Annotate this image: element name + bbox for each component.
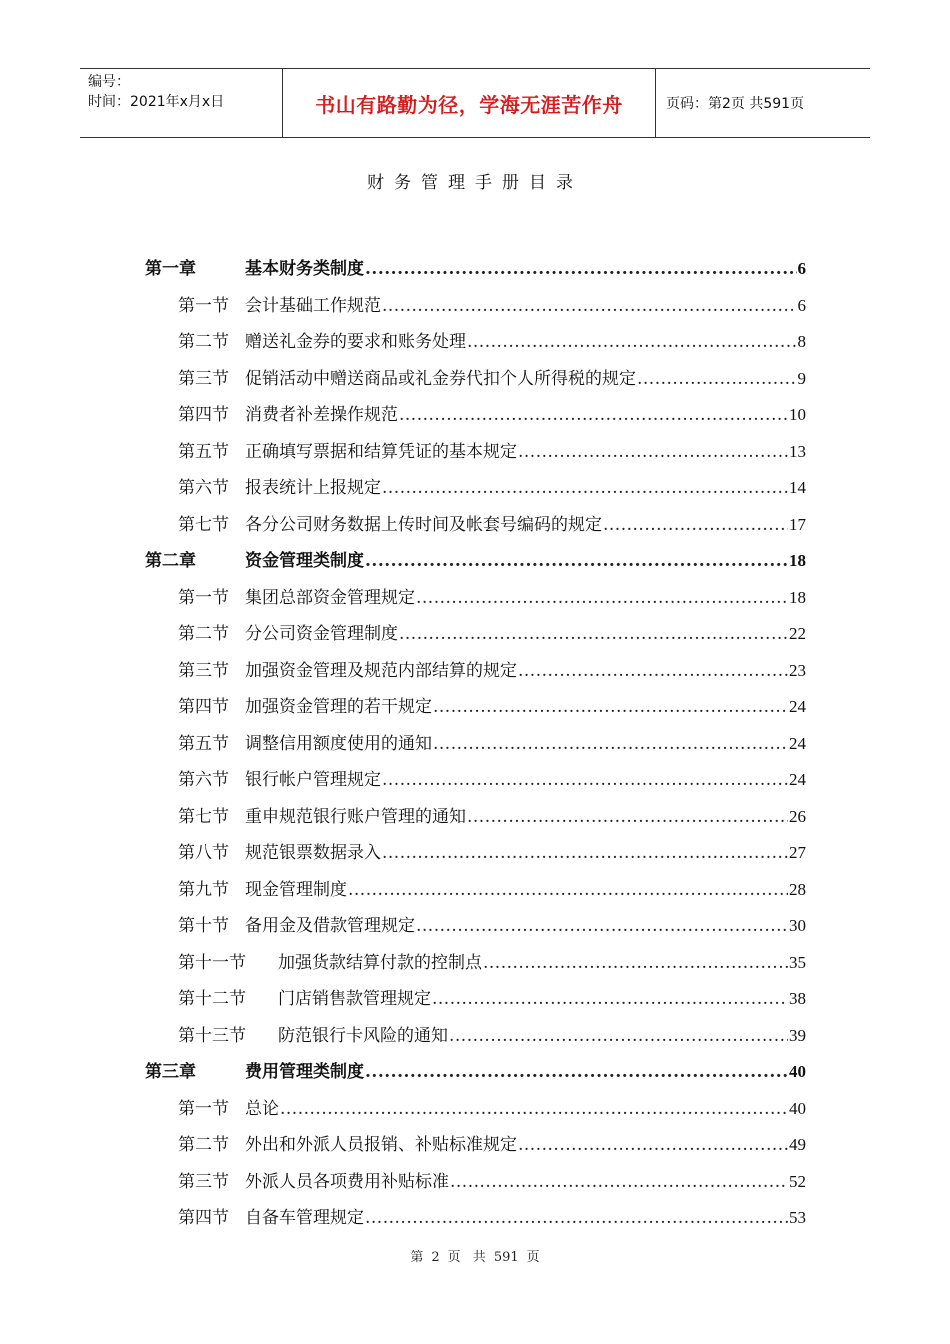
- toc-entry-number: 第八节: [178, 843, 229, 863]
- toc-entry-number: 第三节: [178, 1171, 229, 1192]
- toc-entry-number: 第二章: [145, 551, 196, 571]
- toc-page-number: 52: [789, 1171, 806, 1191]
- toc-leader-dots: [399, 623, 788, 645]
- toc-leader-dots: [637, 368, 797, 390]
- toc-entry-title: 集团总部资金管理规定: [245, 587, 415, 608]
- footer-label-di: 第: [410, 1250, 424, 1265]
- toc-leader-dots: [382, 477, 788, 499]
- page-footer: [0, 1246, 950, 1265]
- toc-section-row: [178, 828, 806, 864]
- toc-page-number: 27: [789, 843, 806, 862]
- toc-leader-dots: [483, 952, 788, 974]
- toc-section-row: [178, 500, 806, 536]
- toc-section-row: [178, 609, 806, 645]
- toc-entry-number: 第六节: [178, 770, 229, 790]
- toc-entry-number: 第三章: [145, 1062, 196, 1082]
- toc-page-number: 9: [797, 368, 806, 388]
- toc-page-number: 24: [789, 697, 806, 716]
- toc-page-number: 22: [789, 624, 806, 643]
- toc-leader-dots: [518, 1134, 788, 1156]
- toc-entry-number: 第二节: [178, 1135, 229, 1155]
- toc-leader-dots: [518, 660, 788, 682]
- toc-entry-number: 第一节: [178, 1098, 229, 1119]
- toc-leader-dots: [449, 1025, 788, 1047]
- toc-entry-title: 现金管理制度: [245, 879, 347, 900]
- toc-entry-number: 第十二节: [178, 989, 246, 1009]
- toc-entry-number: 第十一节: [178, 952, 246, 973]
- toc-entry-number: 第四节: [178, 1208, 229, 1228]
- toc-entry-number: 第二节: [178, 624, 229, 644]
- toc-leader-dots: [365, 1061, 788, 1083]
- toc-entry-number: 第三节: [178, 368, 229, 389]
- toc-entry-number: 第七节: [178, 806, 229, 827]
- toc-entry-title: 各分公司财务数据上传时间及帐套号编码的规定: [245, 514, 602, 535]
- toc-entry-title: 重申规范银行账户管理的通知: [245, 806, 466, 827]
- toc-section-row: [178, 281, 806, 317]
- toc-entry-title: 加强资金管理的若干规定: [245, 697, 432, 717]
- toc-page-number: 40: [789, 1098, 806, 1118]
- footer-current-page: 2: [431, 1250, 440, 1265]
- toc-section-row: [178, 646, 806, 682]
- toc-entry-title: 赠送礼金券的要求和账务处理: [245, 332, 466, 352]
- toc-leader-dots: [382, 295, 797, 317]
- toc-entry-number: 第二节: [178, 332, 229, 352]
- header-meta: [80, 69, 282, 137]
- toc-leader-dots: [467, 331, 797, 353]
- toc-section-row: [178, 682, 806, 718]
- toc-section-row: [178, 427, 806, 463]
- toc-entry-title: 总论: [245, 1098, 279, 1119]
- toc-page-number: 26: [789, 806, 806, 826]
- toc-entry-title: 防范银行卡风险的通知: [278, 1025, 448, 1046]
- toc-entry-title: 消费者补差操作规范: [245, 405, 398, 425]
- toc-entry-title: 报表统计上报规定: [245, 478, 381, 498]
- footer-label-gong: 共: [472, 1250, 486, 1265]
- toc-page-number: 30: [789, 916, 806, 935]
- toc-page-number: 18: [789, 587, 806, 607]
- footer-label-ye2: 页: [526, 1250, 540, 1265]
- toc-leader-dots: [467, 806, 788, 828]
- toc-page-number: 6: [797, 259, 806, 278]
- toc-section-row: [178, 390, 806, 426]
- toc-page-number: 8: [797, 332, 806, 351]
- page-title: 财务管理手册目录: [367, 173, 583, 193]
- toc-section-row: [178, 1011, 806, 1047]
- toc-entry-title: 正确填写票据和结算凭证的基本规定: [245, 441, 517, 462]
- toc-entry-number: 第五节: [178, 733, 229, 754]
- toc-entry-title: 备用金及借款管理规定: [245, 916, 415, 936]
- toc-section-row: [178, 719, 806, 755]
- toc-entry-number: 第一节: [178, 295, 229, 316]
- toc-section-row: [178, 463, 806, 499]
- toc-entry-number: 第九节: [178, 879, 229, 900]
- header-motto: 书山有路勤为径，学海无涯苦作舟: [282, 69, 656, 137]
- toc-section-row: [178, 1157, 806, 1193]
- toc-page-number: 14: [789, 478, 806, 497]
- toc-entry-title: 自备车管理规定: [245, 1208, 364, 1228]
- toc-page-number: 24: [789, 733, 806, 753]
- toc-leader-dots: [399, 404, 788, 426]
- footer-total-pages: 591: [493, 1250, 519, 1265]
- toc-leader-dots: [348, 879, 788, 901]
- toc-page-number: 17: [789, 514, 806, 534]
- toc-leader-dots: [416, 915, 788, 937]
- toc-page-number: 35: [789, 952, 806, 972]
- toc-page-number: 53: [789, 1208, 806, 1227]
- toc-page-number: 38: [789, 989, 806, 1008]
- toc-entry-number: 第四节: [178, 405, 229, 425]
- toc-entry-number: 第六节: [178, 478, 229, 498]
- toc-chapter-row: [145, 536, 806, 572]
- toc-entry-number: 第一章: [145, 259, 196, 279]
- toc-entry-number: 第五节: [178, 441, 229, 462]
- toc-entry-title: 门店销售款管理规定: [278, 989, 431, 1009]
- toc-entry-title: 银行帐户管理规定: [245, 770, 381, 790]
- toc-leader-dots: [382, 769, 788, 791]
- toc-leader-dots: [365, 258, 797, 280]
- toc-entry-title: 加强资金管理及规范内部结算的规定: [245, 660, 517, 681]
- toc-entry-number: 第四节: [178, 697, 229, 717]
- toc-leader-dots: [603, 514, 788, 536]
- toc-entry-number: 第十三节: [178, 1025, 246, 1046]
- toc-leader-dots: [365, 550, 788, 572]
- toc-page-number: 10: [789, 405, 806, 424]
- toc-section-row: [178, 755, 806, 791]
- toc-entry-title: 分公司资金管理制度: [245, 624, 398, 644]
- document-time-label: 时间：2021年x月x日: [88, 94, 225, 110]
- toc-leader-dots: [432, 988, 788, 1010]
- toc-section-row: [178, 354, 806, 390]
- toc-entry-title: 费用管理类制度: [245, 1062, 364, 1082]
- toc-leader-dots: [433, 733, 788, 755]
- toc-leader-dots: [518, 441, 788, 463]
- toc-entry-title: 基本财务类制度: [245, 259, 364, 279]
- toc-entry-title: 规范银票数据录入: [245, 843, 381, 863]
- toc-entry-title: 外出和外派人员报销、补贴标准规定: [245, 1135, 517, 1155]
- toc-page-number: 49: [789, 1135, 806, 1154]
- toc-entry-title: 调整信用额度使用的通知: [245, 733, 432, 754]
- toc-page-number: 24: [789, 770, 806, 789]
- toc-chapter-row: [145, 244, 806, 280]
- toc-leader-dots: [450, 1171, 788, 1193]
- toc-leader-dots: [280, 1098, 788, 1120]
- footer-label-ye: 页: [447, 1250, 461, 1265]
- toc-section-row: [178, 865, 806, 901]
- toc-page-number: 28: [789, 879, 806, 899]
- toc-leader-dots: [382, 842, 788, 864]
- toc-page-number: 40: [789, 1062, 806, 1081]
- toc-section-row: [178, 317, 806, 353]
- toc-leader-dots: [416, 587, 788, 609]
- toc-section-row: [178, 901, 806, 937]
- toc-section-row: [178, 1084, 806, 1120]
- toc-section-row: [178, 974, 806, 1010]
- toc-leader-dots: [365, 1207, 788, 1229]
- toc-entry-number: 第七节: [178, 514, 229, 535]
- document-number-label: 编号：: [88, 74, 130, 90]
- header-page-info: 页码：第2页 共591页: [666, 96, 805, 112]
- toc-section-row: [178, 1193, 806, 1229]
- toc-entry-title: 促销活动中赠送商品或礼金券代扣个人所得税的规定: [245, 368, 636, 389]
- toc-entry-number: 第三节: [178, 660, 229, 681]
- toc-page-number: 18: [789, 551, 806, 570]
- toc-page-number: 39: [789, 1025, 806, 1045]
- toc-entry-title: 外派人员各项费用补贴标准: [245, 1171, 449, 1192]
- toc-section-row: [178, 792, 806, 828]
- toc-page-number: 13: [789, 441, 806, 461]
- toc-entry-title: 加强货款结算付款的控制点: [278, 952, 482, 973]
- toc-chapter-row: [145, 1047, 806, 1083]
- toc-section-row: [178, 938, 806, 974]
- page-header: [80, 68, 870, 138]
- toc-page-number: 6: [797, 295, 806, 315]
- toc-entry-title: 资金管理类制度: [245, 551, 364, 571]
- toc-section-row: [178, 573, 806, 609]
- toc-entry-number: 第一节: [178, 587, 229, 608]
- toc-page-number: 23: [789, 660, 806, 680]
- toc-section-row: [178, 1120, 806, 1156]
- toc-entry-number: 第十节: [178, 916, 229, 936]
- toc-entry-title: 会计基础工作规范: [245, 295, 381, 316]
- toc-leader-dots: [433, 696, 788, 718]
